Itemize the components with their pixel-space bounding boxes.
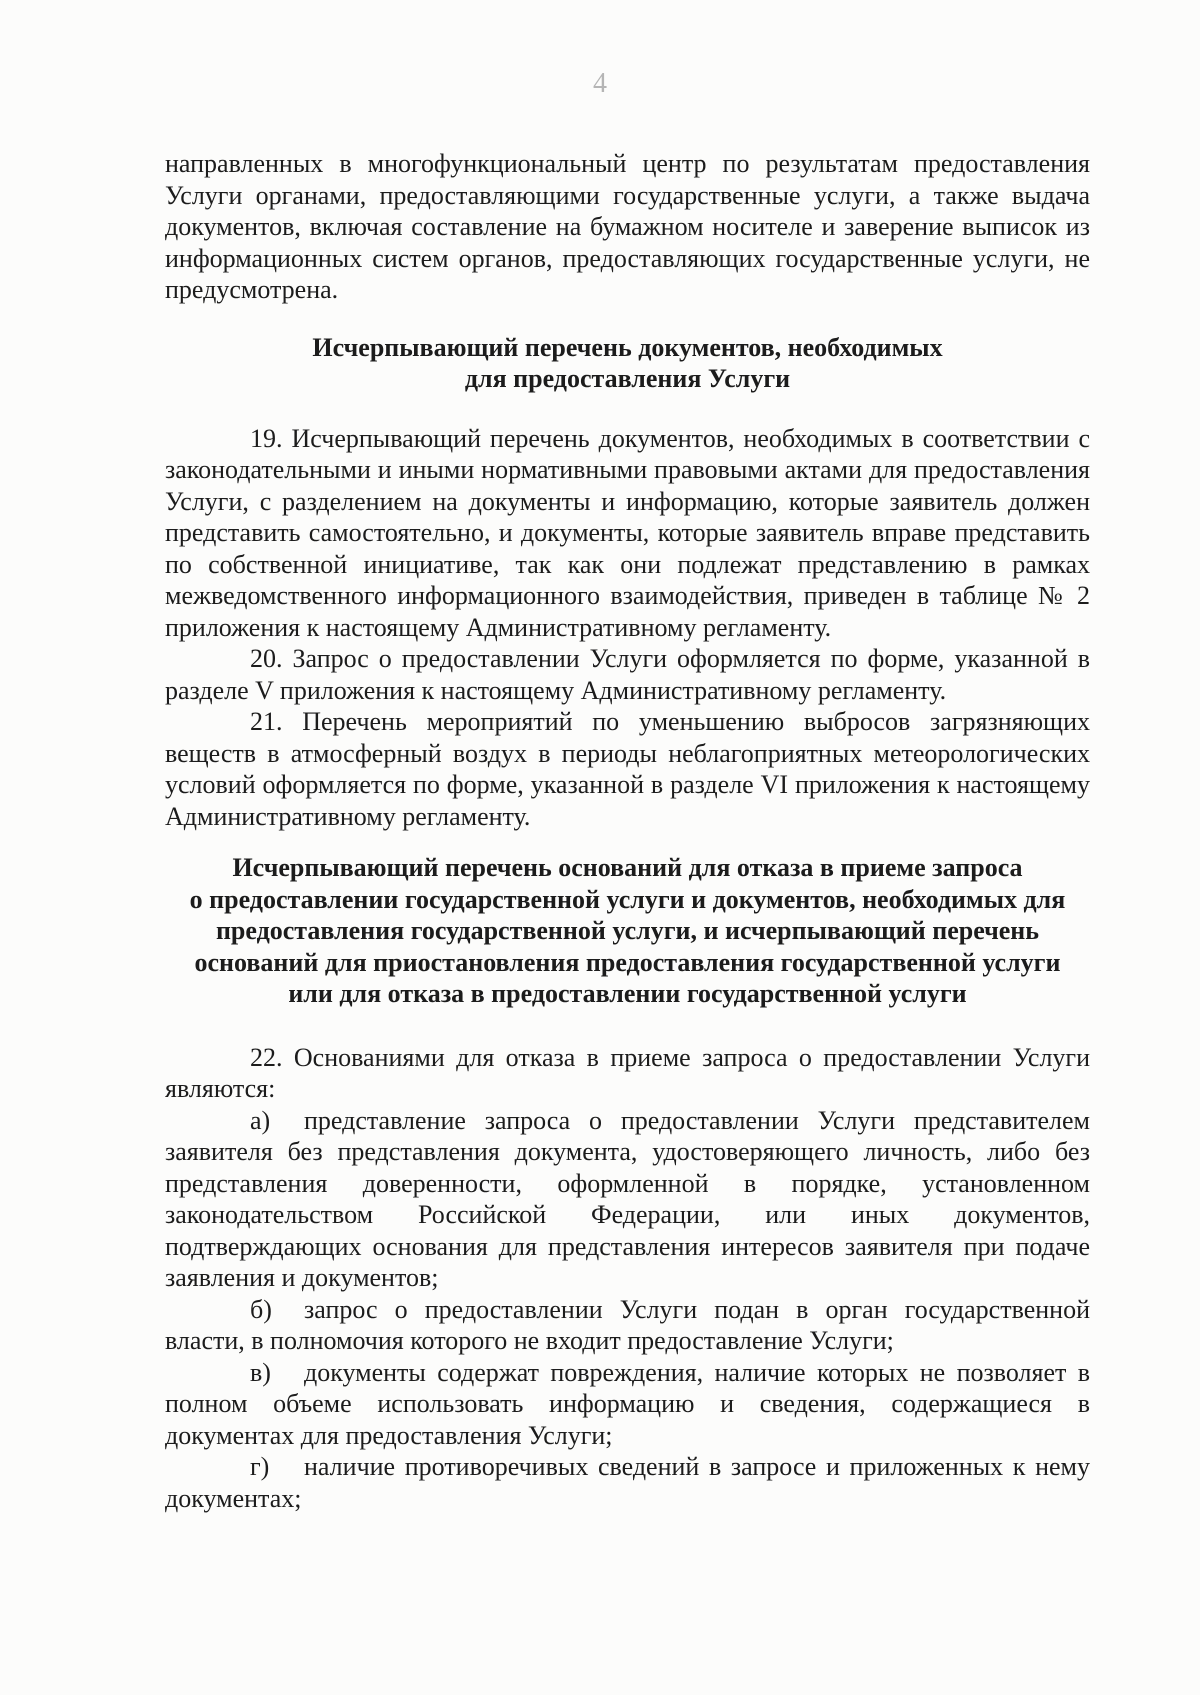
list-item-b bbox=[165, 1294, 1090, 1357]
section-heading-refusal-grounds bbox=[165, 852, 1090, 1010]
heading-line: или для отказа в предоставлении государственной услуги bbox=[288, 979, 967, 1008]
heading-line: предоставления государственной услуги, и исчерпывающий перечень bbox=[215, 916, 1040, 945]
list-item-a bbox=[165, 1105, 1090, 1294]
list-item-g bbox=[165, 1451, 1090, 1514]
heading-line: о предоставлении государственной услуги и документов, необходимых для bbox=[189, 884, 1066, 914]
intro-paragraph: направленных в многофункциональный центр по результатам предоставления Услуги органами, предоставляющими государственные услуги, а также выдача документов, включая составление на бумажном носителе и заверение выписок из информационных систем органов, предоставляющих государственные услуги, не предусмотрена. bbox=[165, 149, 1090, 304]
section-heading-documents bbox=[165, 332, 1090, 395]
list-item-text: документы содержат повреждения, наличие которых не позволяет в полном объеме использовать информацию и сведения, содержащиеся в документах для предоставления Услуги; bbox=[165, 1357, 1090, 1450]
list-marker: в) bbox=[250, 1357, 271, 1387]
paragraph-21: 21. Перечень мероприятий по уменьшению выбросов загрязняющих веществ в атмосферный воздух в периоды неблагоприятных метеорологических условий оформляется по форме, указанной в разделе VI приложения к настоящему Административному регламенту. bbox=[165, 707, 1090, 831]
heading-line: Исчерпывающий перечень оснований для отказа в приеме запроса bbox=[232, 853, 1023, 882]
paragraph-22: 22. Основаниями для отказа в приеме запроса о предоставлении Услуги являются: bbox=[165, 1042, 1090, 1103]
list-marker: а) bbox=[250, 1105, 271, 1135]
list-item-v bbox=[165, 1357, 1090, 1452]
list-item-text: представление запроса о предоставлении Услуги представителем заявителя без представления документа, удостоверяющего личность, либо без представления доверенности, оформленной в порядке, установленном законодательством Российской Федерации, или иных документов, подтверждающих основания для представления интересов заявителя при подаче заявления и документов; bbox=[165, 1105, 1090, 1292]
list-marker: г) bbox=[250, 1452, 270, 1481]
list-item-text: запрос о предоставлении Услуги подан в орган государственной власти, в полномочия которого не входит предоставление Услуги; bbox=[165, 1294, 1090, 1355]
heading-line: Исчерпывающий перечень документов, необходимых bbox=[312, 332, 943, 362]
list-item-text: наличие противоречивых сведений в запросе и приложенных к нему документах; bbox=[165, 1452, 1090, 1513]
page-number: 4 bbox=[593, 68, 607, 99]
document-body bbox=[165, 148, 1090, 1514]
paragraph-19: 19. Исчерпывающий перечень документов, необходимых в соответствии с законодательными и иными нормативными правовыми актами для предоставления Услуги, с разделением на документы и информацию, которые заявитель должен представить самостоятельно, и документы, которые заявитель вправе представить по собственной инициативе, так как они подлежат представлению в рамках межведомственного информационного взаимодействия, приведен в таблице № 2 приложения к настоящему Административному регламенту. bbox=[165, 423, 1090, 642]
heading-line: для предоставления Услуги bbox=[464, 364, 791, 393]
list-marker: б) bbox=[250, 1294, 272, 1324]
paragraph-20: 20. Запрос о предоставлении Услуги оформляется по форме, указанной в разделе V приложения к настоящему Административному регламенту. bbox=[165, 644, 1090, 705]
heading-line: оснований для приостановления предоставления государственной услуги bbox=[194, 947, 1061, 977]
